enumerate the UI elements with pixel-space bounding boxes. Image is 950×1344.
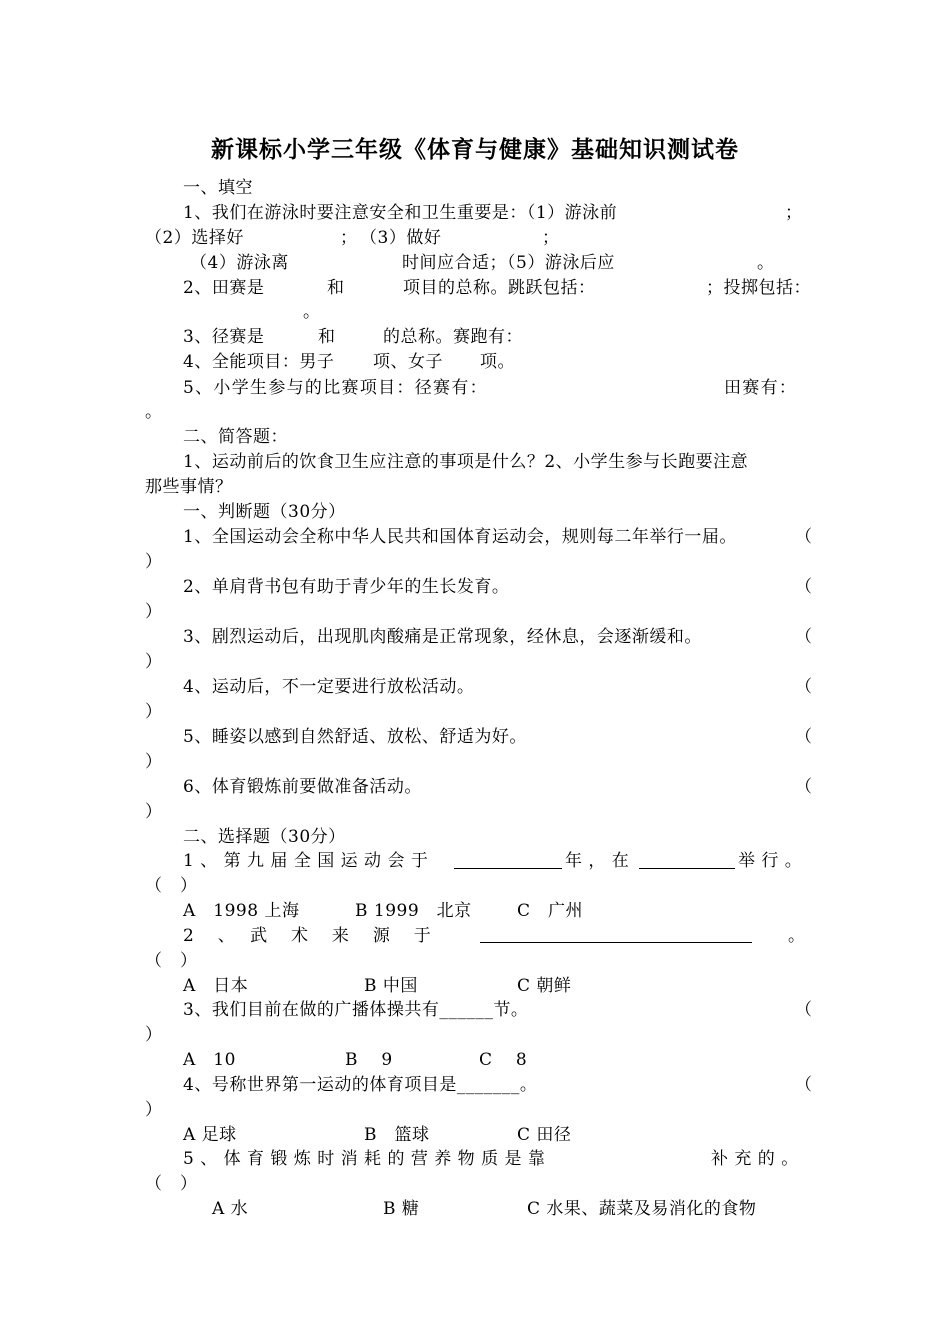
fill-q1-part4a: （4）游泳离 bbox=[190, 253, 289, 273]
choice-q2-option-a: A 日本 bbox=[183, 976, 249, 996]
fill-q1-part4b: 时间应合适；（5）游泳后应 bbox=[402, 253, 615, 273]
section-heading-short: 二、简答题： bbox=[183, 427, 288, 447]
choice-q5-option-b: B 糖 bbox=[383, 1199, 420, 1219]
choice-q1-blank-place bbox=[639, 868, 735, 869]
judge-answer-open-2: （ bbox=[795, 577, 813, 597]
fill-q3-a: 3、径赛是 bbox=[183, 327, 265, 347]
choice-q1-option-a: A 1998 上海 bbox=[183, 901, 300, 921]
judge-answer-open-5: （ bbox=[795, 727, 813, 747]
choice-q1-c: 举 行 。 bbox=[738, 851, 803, 871]
choice-q2-paren: （ ） bbox=[145, 951, 198, 971]
short-q-line1: 1、运动前后的饮食卫生应注意的事项是什么？2、小学生参与长跑要注意 bbox=[183, 452, 749, 472]
choice-q2-end: 。 bbox=[788, 926, 806, 946]
choice-q4-option-a: A 足球 bbox=[183, 1125, 237, 1145]
fill-q3-c: 的总称。赛跑有： bbox=[383, 327, 523, 347]
choice-q1-blank-year bbox=[454, 868, 562, 869]
choice-q3-option-a: A 10 bbox=[183, 1050, 236, 1070]
judge-answer-close-3: ） bbox=[145, 652, 163, 672]
judge-answer-open-4: （ bbox=[795, 677, 813, 697]
judge-answer-close-1: ） bbox=[145, 552, 163, 572]
choice-q4-text: 4、号称世界第一运动的体育项目是_______。 bbox=[183, 1075, 538, 1095]
judge-item-3: 3、剧烈运动后，出现肌肉酸痛是正常现象，经休息，会逐渐缓和。 bbox=[183, 627, 702, 647]
judge-item-6: 6、体育锻炼前要做准备活动。 bbox=[183, 777, 422, 797]
fill-q1-line1: 1、我们在游泳时要注意安全和卫生重要是：（1）游泳前 bbox=[183, 203, 618, 223]
choice-q4-open: （ bbox=[795, 1075, 813, 1095]
choice-q2-a: 2 、 武 术 来 源 于 bbox=[183, 926, 432, 946]
choice-q1-paren: （ ） bbox=[145, 876, 198, 896]
fill-q1-part2: （2）选择好 bbox=[145, 228, 244, 248]
choice-q1-a: 1 、 第 九 届 全 国 运 动 会 于 bbox=[183, 851, 429, 871]
choice-q2-option-b: B 中国 bbox=[364, 976, 418, 996]
choice-q3-option-b: B 9 bbox=[345, 1050, 393, 1070]
fill-q1-semicolon-2: ； bbox=[340, 228, 358, 248]
choice-q2-option-c: C 朝鲜 bbox=[517, 976, 572, 996]
choice-q3-close: ） bbox=[145, 1025, 163, 1045]
choice-q5-a: 5 、 体 育 锻 炼 时 消 耗 的 营 养 物 质 是 靠 bbox=[183, 1149, 546, 1169]
section-heading-choice: 二、选择题（30分） bbox=[183, 827, 346, 847]
choice-q5-option-c: C 水果、蔬菜及易消化的食物 bbox=[527, 1199, 757, 1219]
fill-q3-b: 和 bbox=[318, 327, 336, 347]
judge-item-5: 5、睡姿以感到自然舒适、放松、舒适为好。 bbox=[183, 727, 527, 747]
section-heading-fill: 一、填空 bbox=[183, 178, 253, 198]
choice-q3-open: （ bbox=[795, 1000, 813, 1020]
judge-item-4: 4、运动后，不一定要进行放松活动。 bbox=[183, 677, 475, 697]
fill-q4-a: 4、全能项目：男子 bbox=[183, 352, 335, 372]
choice-q4-close: ） bbox=[145, 1100, 163, 1120]
fill-q5-end: 。 bbox=[145, 402, 163, 422]
fill-q1-part3: （3）做好 bbox=[360, 228, 442, 248]
judge-answer-close-5: ） bbox=[145, 752, 163, 772]
judge-answer-open-3: （ bbox=[795, 627, 813, 647]
choice-q1-option-c: C 广州 bbox=[517, 901, 584, 921]
fill-q2-c: 项目的总称。跳跃包括： bbox=[403, 278, 596, 298]
choice-q4-option-b: B 篮球 bbox=[364, 1125, 430, 1145]
fill-q2-b: 和 bbox=[327, 278, 345, 298]
short-q-line2: 那些事情？ bbox=[145, 477, 233, 497]
fill-q4-b: 项、女子 bbox=[373, 352, 443, 372]
judge-item-1: 1、全国运动会全称中华人民共和国体育运动会，规则每二年举行一届。 bbox=[183, 527, 737, 547]
page-title: 新课标小学三年级《体育与健康》基础知识测试卷 bbox=[211, 137, 739, 163]
choice-q2-blank bbox=[480, 942, 752, 943]
choice-q5-paren: （ ） bbox=[145, 1174, 198, 1194]
judge-answer-close-6: ） bbox=[145, 802, 163, 822]
choice-q5-b: 补 充 的 。 bbox=[711, 1149, 799, 1169]
fill-q5-b: 田赛有： bbox=[724, 378, 798, 398]
section-heading-judge: 一、判断题（30分） bbox=[183, 502, 346, 522]
choice-q3-option-c: C 8 bbox=[479, 1050, 528, 1070]
choice-q3-text: 3、我们目前在做的广播体操共有______节。 bbox=[183, 1000, 529, 1020]
choice-q4-option-c: C 田径 bbox=[517, 1125, 572, 1145]
fill-q1-semicolon-1: ； bbox=[785, 203, 803, 223]
fill-q1-semicolon-3: ； bbox=[542, 228, 560, 248]
judge-answer-open-1: （ bbox=[795, 527, 813, 547]
fill-q2-end: 。 bbox=[303, 302, 321, 322]
choice-q1-option-b: B 1999 北京 bbox=[355, 901, 472, 921]
fill-q5-a: 5、小学生参与的比赛项目：径赛有： bbox=[183, 378, 488, 398]
fill-q4-c: 项。 bbox=[480, 352, 515, 372]
judge-item-2: 2、单肩背书包有助于青少年的生长发育。 bbox=[183, 577, 510, 597]
judge-answer-open-6: （ bbox=[795, 777, 813, 797]
choice-q5-option-a: A 水 bbox=[212, 1199, 249, 1219]
fill-q1-end: 。 bbox=[757, 253, 775, 273]
judge-answer-close-4: ） bbox=[145, 702, 163, 722]
fill-q2-d: ；投掷包括： bbox=[706, 278, 811, 298]
judge-answer-close-2: ） bbox=[145, 602, 163, 622]
fill-q2-a: 2、田赛是 bbox=[183, 278, 265, 298]
choice-q1-b: 年 ， 在 bbox=[565, 851, 630, 871]
